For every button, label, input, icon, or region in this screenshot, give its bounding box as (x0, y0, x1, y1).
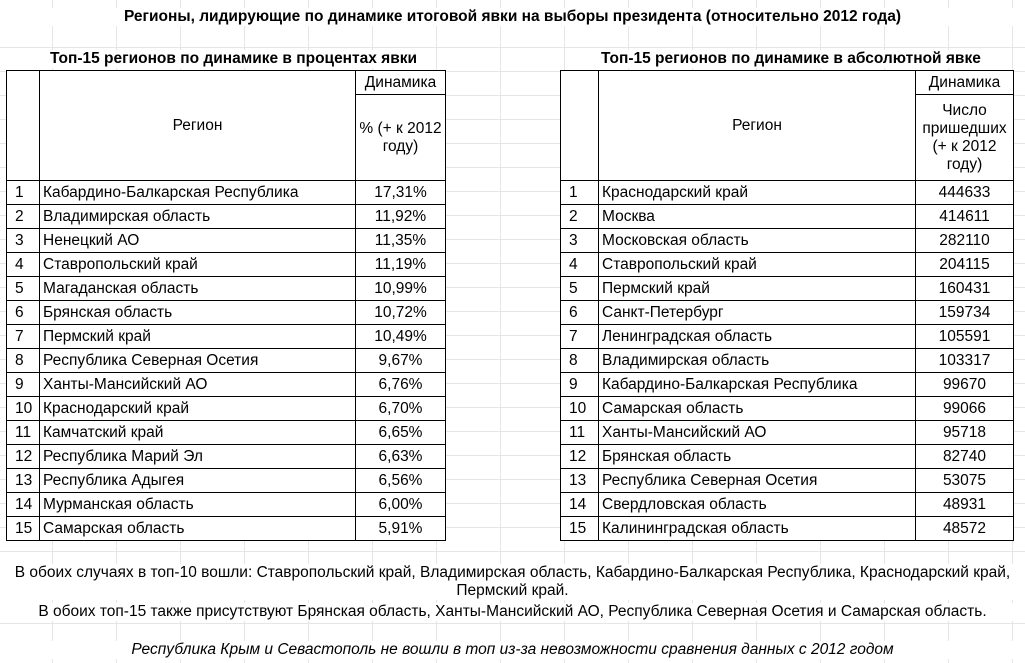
region-name: Московская область (599, 229, 916, 253)
dynamic-value: 204115 (916, 253, 1014, 277)
dynamic-value: 159734 (916, 301, 1014, 325)
row-number: 10 (7, 397, 40, 421)
table-row (561, 253, 1014, 277)
dynamic-value: 6,63% (356, 445, 446, 469)
absolute-dynamics-table (560, 70, 1014, 541)
region-name: Самарская область (40, 517, 356, 541)
row-number: 5 (561, 277, 599, 301)
region-name: Санкт-Петербург (599, 301, 916, 325)
table-row (561, 493, 1014, 517)
region-name: Ставропольский край (40, 253, 356, 277)
table-row (7, 253, 446, 277)
table-row (7, 181, 446, 205)
region-name: Пермский край (40, 325, 356, 349)
table-row (7, 301, 446, 325)
row-number: 8 (561, 349, 599, 373)
region-name: Ханты-Мансийский АО (40, 373, 356, 397)
region-name: Кабардино-Балкарская Республика (40, 181, 356, 205)
table-row (7, 517, 446, 541)
table-row (7, 229, 446, 253)
region-name: Кабардино-Балкарская Республика (599, 373, 916, 397)
region-name: Республика Адыгея (40, 469, 356, 493)
header-dynamic: Динамика (356, 71, 446, 95)
table-row (561, 373, 1014, 397)
header-dynamic: Динамика (916, 71, 1014, 95)
dynamic-value: 6,00% (356, 493, 446, 517)
header-number-cell (7, 71, 40, 181)
row-number: 3 (561, 229, 599, 253)
region-name: Свердловская область (599, 493, 916, 517)
region-name: Брянская область (40, 301, 356, 325)
table-row (561, 349, 1014, 373)
dynamic-value: 105591 (916, 325, 1014, 349)
left-table-title: Топ-15 регионов по динамике в процентах явки (50, 50, 418, 67)
row-number: 5 (7, 277, 40, 301)
dynamic-value: 6,65% (356, 421, 446, 445)
dynamic-value: 11,35% (356, 229, 446, 253)
region-name: Пермский край (599, 277, 916, 301)
row-number: 7 (561, 325, 599, 349)
dynamic-value: 444633 (916, 181, 1014, 205)
table-row (7, 445, 446, 469)
dynamic-value: 99066 (916, 397, 1014, 421)
header-number-cell (561, 71, 599, 181)
table-row (7, 469, 446, 493)
dynamic-value: 11,92% (356, 205, 446, 229)
row-number: 11 (7, 421, 40, 445)
dynamic-value: 160431 (916, 277, 1014, 301)
region-name: Краснодарский край (599, 181, 916, 205)
dynamic-value: 11,19% (356, 253, 446, 277)
right-table-title: Топ-15 регионов по динамике в абсолютной явке (601, 50, 981, 67)
row-number: 7 (7, 325, 40, 349)
region-name: Республика Марий Эл (40, 445, 356, 469)
row-number: 6 (561, 301, 599, 325)
row-number: 1 (7, 181, 40, 205)
dynamic-value: 48931 (916, 493, 1014, 517)
region-name: Калининградская область (599, 517, 916, 541)
table-row (7, 349, 446, 373)
header-region: Регион (599, 71, 916, 181)
row-number: 14 (561, 493, 599, 517)
dynamic-value: 10,49% (356, 325, 446, 349)
row-number: 2 (7, 205, 40, 229)
dynamic-value: 48572 (916, 517, 1014, 541)
dynamic-value: 10,99% (356, 277, 446, 301)
table-row (561, 229, 1014, 253)
region-name: Владимирская область (599, 349, 916, 373)
row-number: 11 (561, 421, 599, 445)
header-dynamic-unit: % (+ к 2012 году) (356, 95, 446, 181)
region-name: Ленинградская область (599, 325, 916, 349)
row-number: 8 (7, 349, 40, 373)
row-number: 15 (561, 517, 599, 541)
row-number: 3 (7, 229, 40, 253)
region-name: Москва (599, 205, 916, 229)
region-name: Мурманская область (40, 493, 356, 517)
dynamic-value: 17,31% (356, 181, 446, 205)
dynamic-value: 82740 (916, 445, 1014, 469)
row-number: 1 (561, 181, 599, 205)
footer-note-top15: В обоих топ-15 также присутствуют Брянская область, Ханты-Мансийский АО, Республика Северная Осетия и Самарская область. (0, 603, 1025, 621)
table-row (561, 325, 1014, 349)
table-row (7, 325, 446, 349)
dynamic-value: 95718 (916, 421, 1014, 445)
row-number: 6 (7, 301, 40, 325)
page-title: Регионы, лидирующие по динамике итоговой явки на выборы президента (относительно 2012 года) (0, 8, 1025, 26)
dynamic-value: 5,91% (356, 517, 446, 541)
footer-note-crimea: Республика Крым и Севастополь не вошли в топ из-за невозможности сравнения данных с 2012 годом (0, 641, 1025, 659)
region-name: Брянская область (599, 445, 916, 469)
region-name: Республика Северная Осетия (599, 469, 916, 493)
table-row (561, 469, 1014, 493)
dynamic-value: 99670 (916, 373, 1014, 397)
header-region: Регион (40, 71, 356, 181)
region-name: Республика Северная Осетия (40, 349, 356, 373)
region-name: Краснодарский край (40, 397, 356, 421)
dynamic-value: 414611 (916, 205, 1014, 229)
header-dynamic-unit: Число пришедших (+ к 2012 году) (916, 95, 1014, 181)
table-row (561, 445, 1014, 469)
table-row (7, 421, 446, 445)
row-number: 4 (561, 253, 599, 277)
region-name: Магаданская область (40, 277, 356, 301)
row-number: 4 (7, 253, 40, 277)
dynamic-value: 6,56% (356, 469, 446, 493)
row-number: 15 (7, 517, 40, 541)
region-name: Самарская область (599, 397, 916, 421)
table-row (561, 517, 1014, 541)
table-row (561, 301, 1014, 325)
dynamic-value: 282110 (916, 229, 1014, 253)
row-number: 2 (561, 205, 599, 229)
table-row (7, 277, 446, 301)
region-name: Ставропольский край (599, 253, 916, 277)
region-name: Ханты-Мансийский АО (599, 421, 916, 445)
percent-dynamics-table (6, 70, 446, 541)
table-row (7, 373, 446, 397)
row-number: 13 (561, 469, 599, 493)
table-row (7, 205, 446, 229)
table-row (561, 277, 1014, 301)
dynamic-value: 53075 (916, 469, 1014, 493)
dynamic-value: 6,76% (356, 373, 446, 397)
row-number: 12 (561, 445, 599, 469)
region-name: Владимирская область (40, 205, 356, 229)
row-number: 12 (7, 445, 40, 469)
table-row (7, 397, 446, 421)
dynamic-value: 9,67% (356, 349, 446, 373)
dynamic-value: 103317 (916, 349, 1014, 373)
row-number: 14 (7, 493, 40, 517)
dynamic-value: 10,72% (356, 301, 446, 325)
row-number: 10 (561, 397, 599, 421)
dynamic-value: 6,70% (356, 397, 446, 421)
table-row (561, 181, 1014, 205)
table-row (561, 205, 1014, 229)
region-name: Камчатский край (40, 421, 356, 445)
row-number: 9 (561, 373, 599, 397)
table-row (7, 493, 446, 517)
table-row (561, 397, 1014, 421)
table-row (561, 421, 1014, 445)
region-name: Ненецкий АО (40, 229, 356, 253)
row-number: 9 (7, 373, 40, 397)
row-number: 13 (7, 469, 40, 493)
footer-note-top10: В обоих случаях в топ-10 вошли: Ставропольский край, Владимирская область, Кабардино-Балкарская Республика, Краснодарский край, Пермский край. (0, 564, 1025, 600)
